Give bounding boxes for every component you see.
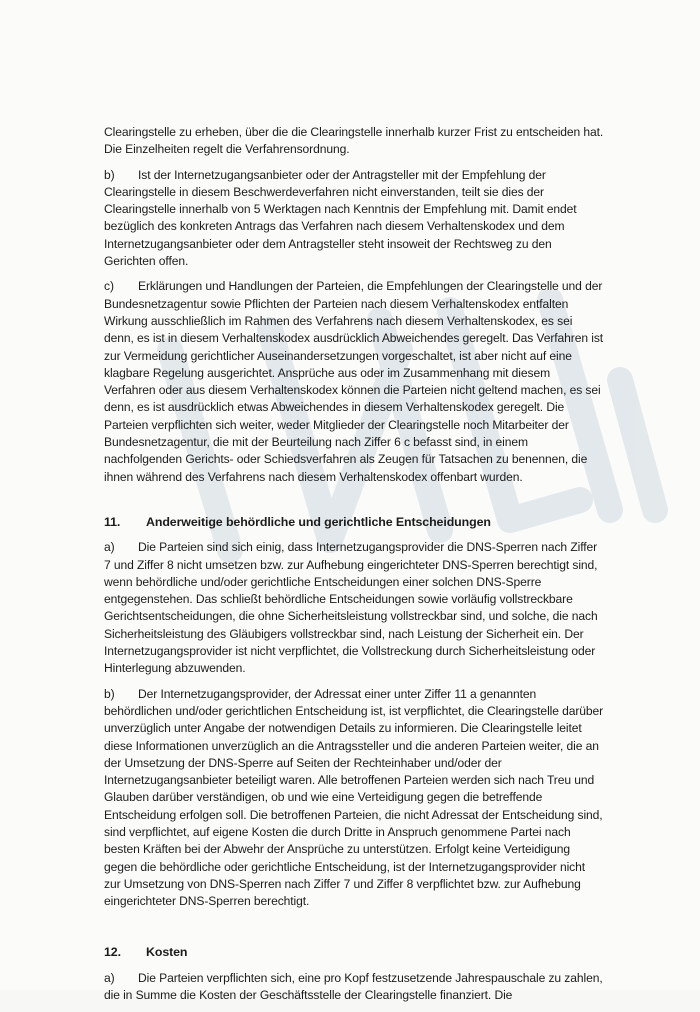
section-title: Anderweitige behördliche und gerichtliche Entscheidungen bbox=[146, 514, 491, 529]
paragraph-label: b) bbox=[104, 167, 115, 182]
paragraph-text: Die Parteien sind sich einig, dass Internetzugangsprovider die DNS-Sperren nach Ziffer 7 und Ziffer 8 nicht umsetzen bzw. zur Aufhebung eingerichteter DNS-Sperren berechtigt sind, wenn behördliche und/oder gerichtliche Entscheidungen einer solchen DNS-Sperre entgegenstehen. Das schließt behördliche Entscheidungen sowie vorläufig vollstreckbare Gerichtsentscheidungen, die ohne Sicherheitsleistung vollstreckbar sind, und solche, die nach Sicherheitsleistung des Gläubigers vollstreckbar sind, nach Leistung der Sicherheit ein. Der Internetzugangsprovider ist nicht verpflichtet, die Vollstreckung durch Sicherheitsleistung oder Hinterlegung abzuwenden. bbox=[104, 540, 598, 676]
document-body bbox=[104, 124, 604, 1012]
paragraph-label: b) bbox=[104, 686, 115, 701]
section-title: Kosten bbox=[146, 945, 188, 960]
paragraph-text: Der Internetzugangsprovider, der Adressat einer unter Ziffer 11 a genannten behördlichen und/oder gerichtlichen Entscheidung ist, ist verpflichtet, die Clearingstelle darüber unverzüglich unter Angabe der notwendigen Details zu informieren. Die Clearingstelle leitet diese Informationen unverzüglich an die Antragssteller und die anderen Parteien weiter, die an der Umsetzung der DNS-Sperre auf Seiten der Rechteinhaber und/oder der Internetzugangsanbieter beteiligt waren. Alle betroffenen Parteien werden sich nach Treu und Glauben darüber verständigen, ob und wie eine Verteidigung gegen die betreffende Entscheidung erfolgen soll. Die betroffenen Parteien, die nicht Adressat der Entscheidung sind, sind verpflichtet, auf eigene Kosten die durch Dritte in Anspruch genommene Partei nach besten Kräften bei der Abwehr der Ansprüche zu unterstützen. Erfolgt keine Verteidigung gegen die behördliche oder gerichtliche Entscheidung, ist der Internetzugangsprovider nicht zur Umsetzung von DNS-Sperren nach Ziffer 7 und Ziffer 8 verpflichtet bzw. zur Aufhebung eingerichteter DNS-Sperren berechtigt. bbox=[104, 686, 604, 909]
paragraph-b bbox=[104, 167, 604, 271]
paragraph-label: a) bbox=[104, 540, 115, 555]
paragraph-text: Erklärungen und Handlungen der Parteien, die Empfehlungen der Clearingstelle und der Bundesnetzagentur sowie Pflichten der Parteien nach diesem Verhaltenskodex entfalten Wirkung ausschließlich im Rahmen des Verfahrens nach diesem Verhaltenskodex, es sei denn, es ist in diesem Verhaltenskodex ausdrücklich Abweichendes geregelt. Das Verfahren ist zur Vermeidung gerichtlicher Auseinandersetzungen vorgeschaltet, ist aber nicht auf eine klagbare Regelung ausgerichtet. Ansprüche aus oder im Zusammenhang mit diesem Verfahren oder aus diesem Verhaltenskodex können die Parteien nicht geltend machen, es sei denn, es ist ausdrücklich etwas Abweichendes in diesem Verhaltenskodex geregelt. Die Parteien verpflichten sich weiter, weder Mitglieder der Clearingstelle noch Mitarbeiter der Bundesnetzagentur, die mit der Beurteilung nach Ziffer 6 c befasst sind, in einem nachfolgenden Gerichts- oder Schiedsverfahren als Zeugen für Tatsachen zu benennen, die ihnen während des Verfahrens nach diesem Verhaltenskodex offenbart wurden. bbox=[104, 279, 604, 484]
paragraph-label: c) bbox=[104, 279, 114, 294]
paragraph-text: Ist der Internetzugangsanbieter oder der Antragsteller mit der Empfehlung der Clearingstelle in diesem Beschwerdeverfahren nicht einverstanden, teilt sie dies der Clearingstelle innerhalb von 5 Werktagen nach Kenntnis der Empfehlung mit. Damit endet bezüglich des konkreten Antrags das Verfahren nach diesem Verhaltenskodex und dem Internetzugangsanbieter oder dem Antragsteller steht insoweit der Rechtsweg zu den Gerichten offen. bbox=[104, 167, 577, 269]
section-11-paragraph-a bbox=[104, 539, 604, 677]
section-12-paragraph-a bbox=[104, 970, 604, 1005]
paragraph-c bbox=[104, 278, 604, 486]
section-number: 12. bbox=[104, 945, 121, 960]
intro-paragraph: Clearingstelle zu erheben, über die die Clearingstelle innerhalb kurzer Frist zu entscheiden hat. Die Einzelheiten regelt die Verfahrensordnung. bbox=[104, 125, 604, 157]
section-12-heading bbox=[104, 944, 604, 961]
paragraph-label: a) bbox=[104, 970, 115, 985]
section-11-heading bbox=[104, 514, 604, 531]
section-11-paragraph-b bbox=[104, 686, 604, 911]
paragraph-text: Die Parteien verpflichten sich, eine pro Kopf festzusetzende Jahrespauschale zu zahlen, die in Summe die Kosten der Geschäftsstelle der Clearingstelle finanziert. Die bbox=[104, 970, 603, 1003]
section-number: 11. bbox=[104, 514, 121, 529]
